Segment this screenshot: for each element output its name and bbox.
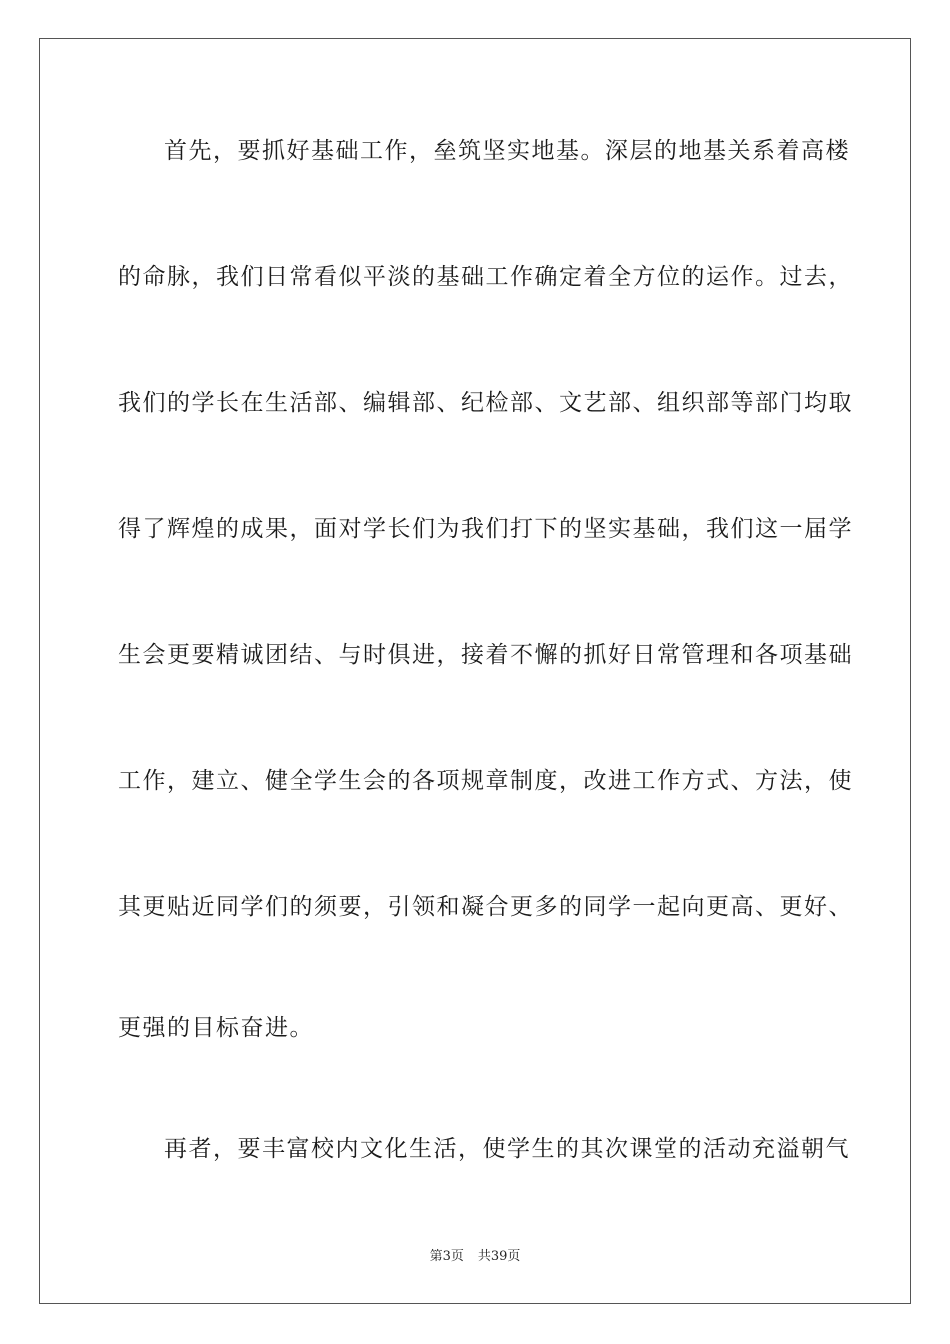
paragraph-1-line-6: 工作，建立、健全学生会的各项规章制度，改进工作方式、方法，使 bbox=[118, 768, 853, 794]
paragraph-1-line-7: 其更贴近同学们的须要，引领和凝合更多的同学一起向更高、更好、 bbox=[118, 894, 853, 920]
page-border bbox=[39, 38, 911, 1304]
page-number: 第3页 bbox=[429, 1249, 464, 1264]
paragraph-2-line-1: 再者，要丰富校内文化生活，使学生的其次课堂的活动充溢朝气 bbox=[164, 1136, 850, 1162]
paragraph-1-line-1: 首先，要抓好基础工作，垒筑坚实地基。深层的地基关系着高楼 bbox=[164, 138, 850, 164]
paragraph-1-line-5: 生会更要精诚团结、与时俱进，接着不懈的抓好日常管理和各项基础 bbox=[118, 642, 853, 668]
total-pages: 共39页 bbox=[477, 1249, 521, 1264]
paragraph-1-line-4: 得了辉煌的成果，面对学长们为我们打下的坚实基础，我们这一届学 bbox=[118, 516, 853, 542]
paragraph-1-line-3: 我们的学长在生活部、编辑部、纪检部、文艺部、组织部等部门均取 bbox=[118, 390, 853, 416]
page-footer bbox=[0, 1248, 950, 1266]
paragraph-1-line-2: 的命脉，我们日常看似平淡的基础工作确定着全方位的运作。过去， bbox=[118, 264, 853, 290]
paragraph-1-line-8: 更强的目标奋进。 bbox=[118, 1015, 314, 1041]
